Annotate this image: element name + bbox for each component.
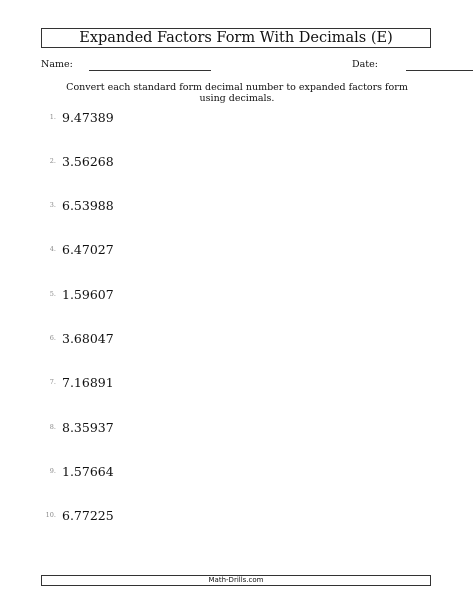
problem-item	[40, 242, 340, 260]
problem-value: 1.59607	[62, 287, 114, 302]
instructions: Convert each standard form decimal number to expanded factors form using decimals.	[66, 82, 408, 104]
problem-item	[40, 331, 340, 349]
worksheet-title: Expanded Factors Form With Decimals (E)	[41, 28, 431, 48]
problem-item	[40, 154, 340, 172]
problem-number: 8.	[49, 423, 56, 431]
problem-value: 1.57664	[62, 464, 114, 479]
problem-item	[40, 508, 340, 526]
name-date-row	[41, 59, 433, 73]
problem-number: 7.	[49, 378, 56, 386]
problem-value: 6.53988	[62, 198, 114, 213]
problem-value: 3.56268	[62, 154, 114, 169]
name-label: Name:	[41, 59, 73, 70]
problem-value: 6.47027	[62, 242, 114, 257]
footer-credit: Math-Drills.com	[41, 575, 431, 586]
problem-value: 3.68047	[62, 331, 114, 346]
problem-number: 6.	[49, 334, 56, 342]
date-label: Date:	[352, 59, 378, 70]
problem-number: 5.	[49, 290, 56, 298]
problem-value: 9.47389	[62, 110, 114, 125]
problem-item	[40, 198, 340, 216]
problem-number: 10.	[45, 511, 56, 519]
problem-value: 6.77225	[62, 508, 114, 523]
problem-item	[40, 110, 340, 128]
problem-number: 9.	[49, 467, 56, 475]
problem-number: 2.	[49, 157, 56, 165]
problem-item	[40, 287, 340, 305]
problem-item	[40, 464, 340, 482]
name-blank-line	[89, 70, 211, 71]
date-blank-line	[406, 70, 473, 71]
problem-item	[40, 375, 340, 393]
problem-value: 7.16891	[62, 375, 114, 390]
problem-item	[40, 420, 340, 438]
problem-value: 8.35937	[62, 420, 114, 435]
problem-number: 4.	[49, 245, 56, 253]
problem-number: 3.	[49, 201, 56, 209]
problem-number: 1.	[49, 113, 56, 121]
